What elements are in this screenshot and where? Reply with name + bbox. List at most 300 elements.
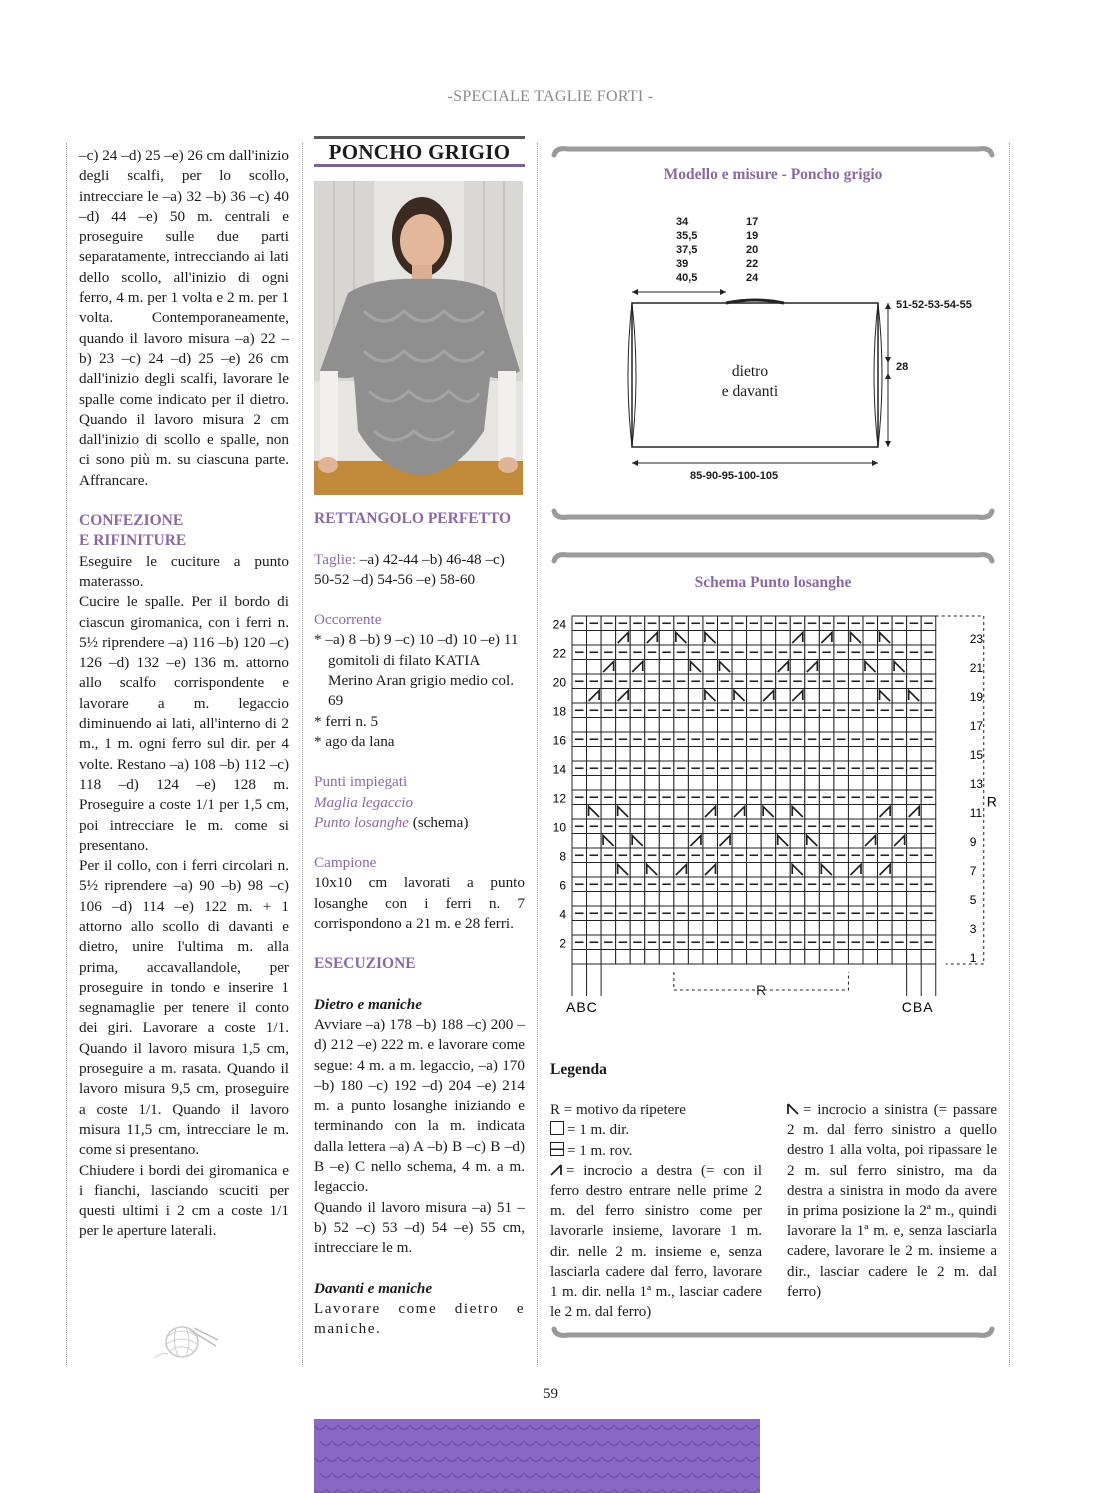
subsection-heading: Dietro e maniche bbox=[314, 995, 422, 1013]
chart-cell bbox=[732, 747, 747, 762]
chart-cell bbox=[659, 950, 674, 965]
chart-cell bbox=[892, 631, 907, 646]
row-number-label: 18 bbox=[552, 704, 566, 719]
chart-cell bbox=[834, 747, 849, 762]
chart-cell bbox=[892, 892, 907, 907]
chart-cell bbox=[674, 718, 689, 733]
row-number-label: 1 bbox=[969, 951, 977, 965]
chart-cell bbox=[790, 834, 805, 849]
chart-cell bbox=[572, 689, 587, 704]
left-cross-icon bbox=[787, 1103, 803, 1115]
chart-cell bbox=[848, 689, 863, 704]
section-heading: CONFEZIONE E RIFINITURE bbox=[79, 512, 187, 550]
chart-cell bbox=[907, 776, 922, 791]
legend-item: = 1 m. dir. bbox=[550, 1120, 762, 1140]
chart-cell bbox=[878, 776, 893, 791]
chart-cell bbox=[732, 660, 747, 675]
chart-cell bbox=[747, 631, 762, 646]
chart-cell bbox=[761, 660, 776, 675]
chart-cell bbox=[747, 950, 762, 965]
chart-cell bbox=[601, 863, 616, 878]
chart-cell bbox=[630, 950, 645, 965]
chart-cell bbox=[645, 921, 660, 936]
chart-cell bbox=[878, 747, 893, 762]
chart-cell bbox=[732, 921, 747, 936]
chart-cell bbox=[805, 892, 820, 907]
chart-cell bbox=[572, 631, 587, 646]
knit-texture-image bbox=[314, 1419, 760, 1493]
chart-cell bbox=[630, 689, 645, 704]
paragraph: Avviare –a) 178 –b) 188 –c) 200 –d) 212 –e) 222 m. e lavorare come segue: 4 m. a m. legaccio, –a) 170 –b) 180 –c) 192 –d) 204 –e) 214 m. a punto losanghe iniziando e terminando con la m. indicata dalla lettera –a) A –b) B –c) B –d) B –e) C nello schema, 4 m. a m. legaccio. bbox=[314, 1015, 525, 1196]
measure-value: 22 bbox=[746, 258, 759, 270]
chart-cell bbox=[732, 776, 747, 791]
chart-cell bbox=[645, 950, 660, 965]
chart-cell bbox=[776, 950, 791, 965]
piece-label: dietro e davanti bbox=[721, 363, 779, 400]
chart-cell bbox=[848, 776, 863, 791]
chart-cell bbox=[834, 631, 849, 646]
chart-cell bbox=[747, 863, 762, 878]
chart-cell bbox=[587, 631, 602, 646]
chart-cell bbox=[688, 863, 703, 878]
chart-cell bbox=[848, 834, 863, 849]
row-number-label: 14 bbox=[552, 762, 566, 777]
chart-cell bbox=[601, 631, 616, 646]
row-number-label: 20 bbox=[552, 675, 566, 690]
instructions-column-2 bbox=[314, 136, 525, 1339]
chart-cell bbox=[863, 747, 878, 762]
chart-cell bbox=[674, 892, 689, 907]
chart-cell bbox=[587, 660, 602, 675]
chart-cell bbox=[819, 950, 834, 965]
right-cross-icon bbox=[550, 1164, 566, 1176]
chart-cell bbox=[630, 805, 645, 820]
chart-cell bbox=[703, 776, 718, 791]
chart-cell bbox=[848, 718, 863, 733]
chart-cell bbox=[645, 776, 660, 791]
row-number-label: 23 bbox=[969, 632, 984, 646]
chart-cell bbox=[630, 718, 645, 733]
chart-cell bbox=[703, 950, 718, 965]
chart-cell bbox=[572, 921, 587, 936]
chart-cell bbox=[761, 950, 776, 965]
paragraph: –c) 24 –d) 25 –e) 26 cm dall'inizio degli scalfi, per lo scollo, intrecciare le –a) 32 –b) 36 –c) 40 –d) 44 –e) 50 m. centrali e proseguire sulle due parti separatamente, intrecciando ai lati dello scollo, all'inizio di ogni ferro, 4 m. per 1 volta e 2 m. per 1 volta. Contemporaneamente, quando il lavoro misura –a) 22 –b) 23 –c) 24 –d) 25 –e) 26 cm dall'inizio degli scalfi, lavorare le spalle come indicato per il dietro. Quando il lavoro misura 2 cm dall'inizio di scollo e spalle, non ci sono più m. su ciascuna parte. Affrancare. bbox=[79, 147, 289, 489]
row-number-label: 9 bbox=[969, 835, 977, 849]
chart-cell bbox=[907, 921, 922, 936]
chart-cell bbox=[572, 892, 587, 907]
chart-cell bbox=[616, 718, 631, 733]
chart-cell bbox=[645, 660, 660, 675]
yarn-ball-icon bbox=[150, 1318, 220, 1362]
chart-cell bbox=[921, 805, 936, 820]
chart-cell bbox=[587, 776, 602, 791]
measure-value: 39 bbox=[676, 258, 689, 270]
row-number-label: 15 bbox=[969, 748, 984, 762]
chart-cell bbox=[674, 950, 689, 965]
chart-cell bbox=[805, 950, 820, 965]
measure-value: 34 bbox=[676, 216, 689, 228]
row-number-label: 3 bbox=[969, 922, 977, 936]
chart-cell bbox=[790, 892, 805, 907]
chart-cell bbox=[921, 950, 936, 965]
knit-stitch-icon bbox=[550, 1121, 564, 1135]
chart-cell bbox=[616, 834, 631, 849]
chart-cell bbox=[572, 747, 587, 762]
materials-item: * ferri n. 5 bbox=[314, 712, 379, 730]
measure-value: 19 bbox=[746, 230, 759, 242]
chart-cell bbox=[688, 776, 703, 791]
column-letters: CBA bbox=[901, 999, 934, 1015]
chart-cell bbox=[659, 805, 674, 820]
measure-value: 20 bbox=[746, 244, 759, 256]
repeat-label: R bbox=[986, 793, 997, 810]
chart-cell bbox=[805, 747, 820, 762]
materials-heading: Occorrente bbox=[314, 611, 382, 629]
chart-cell bbox=[616, 660, 631, 675]
chart-cell bbox=[805, 863, 820, 878]
row-number-label: 21 bbox=[969, 661, 984, 675]
chart-cell bbox=[761, 718, 776, 733]
chart-cell bbox=[688, 805, 703, 820]
chart-cell bbox=[790, 776, 805, 791]
chart-cell bbox=[674, 689, 689, 704]
chart-cell bbox=[790, 718, 805, 733]
paragraph: Per il collo, con i ferri circolari n. 5½ riprendere –a) 90 –b) 98 –c) 106 –d) 114 –e) 122 m. + 1 attorno allo scollo di davanti e dietro, unire l'ultima m. alla prima, accavallandole, per proseguire in tondo e inserire 1 segnamaglie per tenere il conto dei giri. Lavorare a coste 1/1. Quando il lavoro misura 1,5 cm, proseguire a m. rasata. Quando il lavoro misura 9,5 cm, proseguire a coste 1/1. Quando il lavoro misura 11,5 cm, intrecciare le m. come si presentano. bbox=[79, 857, 289, 1159]
row-number-label: 10 bbox=[552, 820, 566, 835]
neck-width-values bbox=[676, 215, 697, 285]
chart-cell bbox=[892, 805, 907, 820]
chart-cell bbox=[688, 631, 703, 646]
chart-cell bbox=[819, 834, 834, 849]
model-photo bbox=[314, 181, 523, 495]
chart-cell bbox=[601, 950, 616, 965]
chart-cell bbox=[587, 921, 602, 936]
column-divider bbox=[302, 143, 303, 1365]
column-divider bbox=[537, 143, 538, 1365]
row-number-label: 12 bbox=[552, 791, 566, 806]
repeat-label: R bbox=[756, 982, 767, 998]
paragraph: Cucire le spalle. Per il bordo di ciascun giromanica, con i ferri n. 5½ riprendere –a) 116 –b) 120 –c) 126 –d) 132 –e) 136 m. attorno allo scalfo corrispondente e lavorare a m. legaccio diminuendo ai lati, all'interno di 2 m., 1 m. ogni ferro sul dir. per 4 volte. Restano –a) 108 –b) 112 –c) 118 –d) 124 –e) 128 m. Proseguire a coste 1/1 per 1,5 cm, poi intrecciare le m. come si presentano. bbox=[79, 593, 289, 854]
paragraph: Quando il lavoro misura –a) 51 –b) 52 –c) 53 –d) 54 –e) 55 cm, intrecciare le m. bbox=[314, 1198, 525, 1257]
chart-cell bbox=[601, 689, 616, 704]
row-number-label: 11 bbox=[969, 806, 983, 820]
chart-cell bbox=[848, 660, 863, 675]
row-number-label: 4 bbox=[559, 907, 566, 922]
chart-cell bbox=[907, 863, 922, 878]
chart-cell bbox=[601, 805, 616, 820]
chart-cell bbox=[659, 892, 674, 907]
chart-title: Schema Punto losanghe bbox=[694, 574, 852, 591]
chart-cell bbox=[863, 776, 878, 791]
chart-cell bbox=[747, 660, 762, 675]
chart-cell bbox=[848, 892, 863, 907]
chart-cell bbox=[718, 631, 733, 646]
chart-cell bbox=[834, 863, 849, 878]
chart-cell bbox=[688, 892, 703, 907]
chart-cell bbox=[834, 921, 849, 936]
chart-cell bbox=[863, 950, 878, 965]
column-divider bbox=[1009, 143, 1010, 1365]
chart-cell bbox=[878, 834, 893, 849]
chart-cell bbox=[674, 660, 689, 675]
stitches-heading: Punti impiegati bbox=[314, 773, 408, 791]
chart-cell bbox=[747, 805, 762, 820]
chart-cell bbox=[921, 718, 936, 733]
chart-cell bbox=[761, 892, 776, 907]
chart-cell bbox=[776, 863, 791, 878]
chart-cell bbox=[848, 921, 863, 936]
chart-cell bbox=[572, 805, 587, 820]
chart-cell bbox=[805, 805, 820, 820]
chart-cell bbox=[718, 718, 733, 733]
chart-cell bbox=[703, 892, 718, 907]
gauge-heading: Campione bbox=[314, 854, 377, 872]
chart-cell bbox=[732, 950, 747, 965]
chart-cell bbox=[747, 834, 762, 849]
chart-cell bbox=[921, 892, 936, 907]
chart-cell bbox=[718, 921, 733, 936]
chart-cell bbox=[790, 660, 805, 675]
chart-cell bbox=[572, 950, 587, 965]
materials-item: * ago da lana bbox=[314, 732, 395, 750]
chart-cell bbox=[921, 776, 936, 791]
chart-cell bbox=[790, 921, 805, 936]
chart-cell bbox=[630, 776, 645, 791]
chart-cell bbox=[718, 776, 733, 791]
instructions-column-1 bbox=[79, 146, 289, 1242]
stitch-chart bbox=[548, 610, 1000, 1020]
chart-cell bbox=[834, 950, 849, 965]
chart-cell bbox=[703, 747, 718, 762]
chart-cell bbox=[674, 921, 689, 936]
chart-cell bbox=[747, 689, 762, 704]
legend-item: = 1 m. rov. bbox=[550, 1141, 762, 1161]
chart-cell bbox=[834, 660, 849, 675]
chart-cell bbox=[674, 747, 689, 762]
chart-cell bbox=[878, 660, 893, 675]
chart-cell bbox=[659, 921, 674, 936]
sizes-text: Taglie: –a) 42-44 –b) 46-48 –c) 50-52 –d) 54-56 –e) 58-60 bbox=[314, 550, 505, 588]
paragraph: Lavorare come dietro e maniche. bbox=[314, 1299, 525, 1338]
chart-cell bbox=[674, 776, 689, 791]
chart-cell bbox=[718, 689, 733, 704]
chart-cell bbox=[878, 921, 893, 936]
chart-cell bbox=[863, 892, 878, 907]
chart-cell bbox=[776, 631, 791, 646]
schematic-title: Modello e misure - Poncho grigio bbox=[663, 166, 883, 183]
chart-cell bbox=[601, 776, 616, 791]
row-number-label: 19 bbox=[969, 690, 984, 704]
chart-cell bbox=[659, 863, 674, 878]
chart-cell bbox=[659, 834, 674, 849]
chart-cell bbox=[703, 921, 718, 936]
materials-item: * –a) 8 –b) 9 –c) 10 –d) 10 –e) 11 gomitoli di filato KATIA Merino Aran grigio medio col. 69 bbox=[314, 631, 519, 710]
chart-cell bbox=[863, 689, 878, 704]
chart-cell bbox=[645, 892, 660, 907]
chart-cell bbox=[659, 776, 674, 791]
measure-value: 37,5 bbox=[676, 244, 698, 256]
paragraph: Eseguire le cuciture a punto materasso. bbox=[79, 552, 289, 590]
chart-cell bbox=[747, 921, 762, 936]
chart-cell bbox=[907, 834, 922, 849]
chart-cell bbox=[659, 747, 674, 762]
chart-cell bbox=[747, 776, 762, 791]
chart-cell bbox=[761, 834, 776, 849]
chart-cell bbox=[630, 747, 645, 762]
chart-cell bbox=[921, 863, 936, 878]
chart-cell bbox=[718, 805, 733, 820]
chart-cell bbox=[878, 718, 893, 733]
legend-left bbox=[550, 1060, 762, 1322]
chart-cell bbox=[587, 892, 602, 907]
chart-cell bbox=[572, 776, 587, 791]
chart-cell bbox=[878, 892, 893, 907]
chart-cell bbox=[688, 921, 703, 936]
measure-value: 17 bbox=[746, 216, 759, 228]
row-number-label: 22 bbox=[552, 646, 566, 661]
chart-cell bbox=[848, 950, 863, 965]
chart-cell bbox=[848, 747, 863, 762]
row-number-label: 5 bbox=[969, 893, 977, 907]
chart-cell bbox=[863, 863, 878, 878]
chart-cell bbox=[921, 660, 936, 675]
chart-cell bbox=[863, 805, 878, 820]
chart-cell bbox=[907, 631, 922, 646]
chart-cell bbox=[819, 776, 834, 791]
chart-cell bbox=[601, 892, 616, 907]
chart-cell bbox=[776, 892, 791, 907]
chart-cell bbox=[761, 631, 776, 646]
chart-cell bbox=[819, 689, 834, 704]
measure-value: 35,5 bbox=[676, 230, 698, 242]
chart-cell bbox=[616, 747, 631, 762]
chart-cell bbox=[630, 863, 645, 878]
chart-cell bbox=[863, 921, 878, 936]
chart-cell bbox=[630, 892, 645, 907]
section-heading: RETTANGOLO PERFETTO bbox=[314, 510, 512, 528]
chart-cell bbox=[688, 950, 703, 965]
chart-cell bbox=[616, 776, 631, 791]
chart-cell bbox=[834, 718, 849, 733]
chart-cell bbox=[819, 747, 834, 762]
chart-cell bbox=[907, 950, 922, 965]
row-number-label: 6 bbox=[559, 878, 566, 893]
chart-cell bbox=[747, 892, 762, 907]
subsection-heading: Davanti e maniche bbox=[314, 1279, 433, 1297]
chart-cell bbox=[659, 631, 674, 646]
chart-cell bbox=[805, 689, 820, 704]
chart-cell bbox=[834, 689, 849, 704]
chart-cell bbox=[645, 689, 660, 704]
row-number-label: 8 bbox=[559, 849, 566, 864]
column-letters: ABC bbox=[566, 999, 598, 1015]
chart-cell bbox=[732, 718, 747, 733]
chart-cell bbox=[834, 805, 849, 820]
row-number-label: 16 bbox=[552, 733, 566, 748]
stitch-name: Maglia legaccio bbox=[314, 793, 414, 811]
page-number: 59 bbox=[543, 1386, 558, 1402]
chart-cell bbox=[848, 805, 863, 820]
row-number-label: 7 bbox=[969, 864, 977, 878]
chart-cell bbox=[645, 805, 660, 820]
chart-cell bbox=[616, 892, 631, 907]
chart-cell bbox=[630, 921, 645, 936]
page-title: PONCHO GRIGIO bbox=[314, 136, 525, 167]
gauge-text: 10x10 cm lavorati a punto losanghe con i ferri n. 7 corrispondono a 21 m. e 28 ferri. bbox=[314, 874, 525, 933]
chart-cell bbox=[805, 718, 820, 733]
chart-cell bbox=[805, 776, 820, 791]
chart-cell bbox=[805, 631, 820, 646]
chart-cell bbox=[616, 921, 631, 936]
running-head: -SPECIALE TAGLIE FORTI - bbox=[447, 88, 654, 105]
section-heading: ESECUZIONE bbox=[314, 955, 416, 973]
row-number-label: 2 bbox=[559, 936, 566, 951]
chart-cell bbox=[703, 834, 718, 849]
chart-cell bbox=[819, 660, 834, 675]
chart-cell bbox=[718, 892, 733, 907]
chart-cell bbox=[645, 718, 660, 733]
chart-cell bbox=[747, 747, 762, 762]
chart-cell bbox=[572, 834, 587, 849]
chart-cell bbox=[761, 863, 776, 878]
neck-depth-values bbox=[746, 215, 758, 285]
chart-cell bbox=[688, 718, 703, 733]
chart-cell bbox=[747, 718, 762, 733]
chart-cell bbox=[790, 747, 805, 762]
chart-cell bbox=[718, 863, 733, 878]
chart-cell bbox=[601, 747, 616, 762]
chart-cell bbox=[863, 631, 878, 646]
chart-cell bbox=[819, 892, 834, 907]
measure-value: 24 bbox=[746, 272, 759, 284]
chart-cell bbox=[572, 718, 587, 733]
measure-value: 40,5 bbox=[676, 272, 698, 284]
width-values: 85-90-95-100-105 bbox=[690, 470, 779, 482]
chart-cell bbox=[921, 689, 936, 704]
chart-cell bbox=[776, 776, 791, 791]
row-number-label: 17 bbox=[969, 719, 984, 733]
chart-cell bbox=[659, 689, 674, 704]
chart-cell bbox=[761, 921, 776, 936]
chart-cell bbox=[601, 718, 616, 733]
chart-cell bbox=[572, 660, 587, 675]
chart-cell bbox=[645, 747, 660, 762]
chart-cell bbox=[732, 892, 747, 907]
chart-cell bbox=[761, 747, 776, 762]
chart-cell bbox=[907, 747, 922, 762]
chart-cell bbox=[659, 660, 674, 675]
chart-cell bbox=[616, 950, 631, 965]
chart-cell bbox=[761, 776, 776, 791]
chart-cell bbox=[819, 921, 834, 936]
chart-cell bbox=[776, 689, 791, 704]
chart-cell bbox=[674, 834, 689, 849]
chart-cell bbox=[921, 921, 936, 936]
chart-cell bbox=[892, 747, 907, 762]
chart-cell bbox=[819, 718, 834, 733]
chart-cell bbox=[703, 660, 718, 675]
chart-cell bbox=[878, 950, 893, 965]
chart-cell bbox=[732, 631, 747, 646]
length-values: 51-52-53-54-55 bbox=[896, 299, 972, 311]
column-divider bbox=[66, 143, 67, 1365]
chart-cell bbox=[630, 631, 645, 646]
schematic-frame bbox=[548, 145, 998, 525]
chart-cell bbox=[688, 689, 703, 704]
legend-item: = incrocio a destra (= con il ferro destro entrare nelle prime 2 m. del ferro sinistro come per lavorarle insieme, lavorare 1 m. dir. nelle 2 m. insieme e, senza lasciarla cadere dal ferro, lavorare 1 m. dir. nella 1ª m., lasciar cadere le 2 m. dal ferro) bbox=[550, 1162, 762, 1321]
chart-cell bbox=[863, 718, 878, 733]
chart-cell bbox=[732, 834, 747, 849]
